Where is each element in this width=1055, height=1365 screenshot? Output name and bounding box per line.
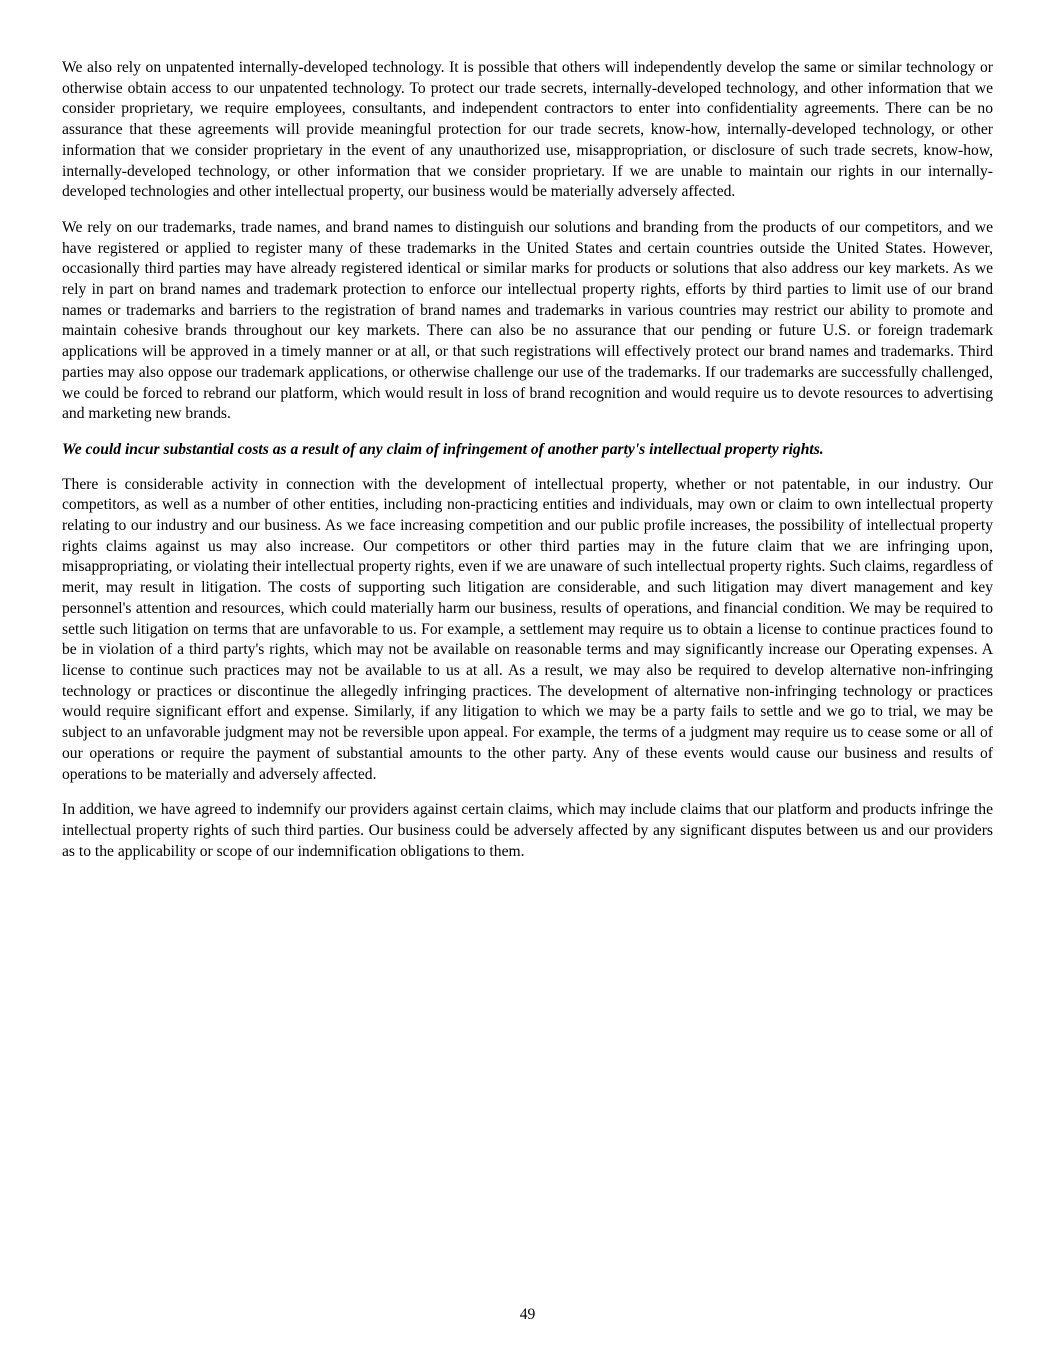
- page-number: 49: [519, 1306, 536, 1323]
- document-page: [62, 58, 993, 877]
- paragraph-indemnification: In addition, we have agreed to indemnify our providers against certain claims, which may include claims that our platform and products infringe the intellectual property rights of such third parties. Our business could be adversely affected by any significant disputes between us and our providers as to the applicability or scope of our indemnification obligations to them.: [62, 801, 993, 860]
- paragraph-trademarks: We rely on our trademarks, trade names, and brand names to distinguish our solutions and branding from the products of our competitors, and we have registered or applied to register many of these trademarks in the United States and certain countries outside the United States. However, occasionally third parties may have already registered identical or similar marks for products or solutions that also address our key markets. As we rely in part on brand names and trademark protection to enforce our intellectual property rights, efforts by third parties to limit use of our brand names or trademarks and barriers to the registration of brand names and trademarks in various countries may restrict our ability to promote and maintain cohesive brands throughout our key markets. There can also be no assurance that our pending or future U.S. or foreign trademark applications will be approved in a timely manner or at all, or that such registrations will effectively protect our brand names and trademarks. Third parties may also oppose our trademark applications, or otherwise challenge our use of the trademarks. If our trademarks are successfully challenged, we could be forced to rebrand our platform, which would result in loss of brand recognition and would require us to devote resources to advertising and marketing new brands.: [62, 218, 993, 423]
- paragraph-ip-litigation: There is considerable activity in connection with the development of intellectual property, whether or not patentable, in our industry. Our competitors, as well as a number of other entities, including non-practicing entities and individuals, may own or claim to own intellectual property relating to our industry and our business. As we face increasing competition and our public profile increases, the possibility of intellectual property rights claims against us may also increase. Our competitors or other third parties may in the future claim that we are infringing upon, misappropriating, or violating their intellectual property rights, even if we are unaware of such intellectual property rights. Such claims, regardless of merit, may result in litigation. The costs of supporting such litigation are considerable, and such litigation may divert management and key personnel's attention and resources, which could materially harm our business, results of operations, and financial condition. We may be required to settle such litigation on terms that are unfavorable to us. For example, a settlement may require us to obtain a license to continue practices found to be in violation of a third party's rights, which may not be available on reasonable terms and may significantly increase our Operating expenses. A license to continue such practices may not be available to us at all. As a result, we may also be required to develop alternative non-infringing technology or practices or discontinue the allegedly infringing practices. The development of alternative non-infringing technology or practices would require significant effort and expense. Similarly, if any litigation to which we may be a party fails to settle and we go to trial, we may be subject to an unfavorable judgment may not be reversible upon appeal. For example, the terms of a judgment may require us to cease some or all of our operations or require the payment of substantial amounts to the other party. Any of these events would cause our business and results of operations to be materially and adversely affected.: [62, 475, 994, 783]
- paragraph-unpatented-technology: We also rely on unpatented internally-developed technology. It is possible that others will independently develop the same or similar technology or otherwise obtain access to our unpatented technology. To protect our trade secrets, internally-developed technology, and other information that we consider proprietary, we require employees, consultants, and independent contractors to enter into confidentiality agreements. There can be no assurance that these agreements will provide meaningful protection for our trade secrets, know-how, internally-developed technology, or other information that we consider proprietary in the event of any unauthorized use, misappropriation, or disclosure of such trade secrets, know-how, internally-developed technology, or other information that we consider proprietary. If we are unable to maintain our rights in our internally-developed technologies and other intellectual property, our business would be materially adversely affected.: [62, 59, 993, 201]
- section-heading-infringement-costs: We could incur substantial costs as a result of any claim of infringement of another party's intellectual property rights.: [62, 440, 824, 458]
